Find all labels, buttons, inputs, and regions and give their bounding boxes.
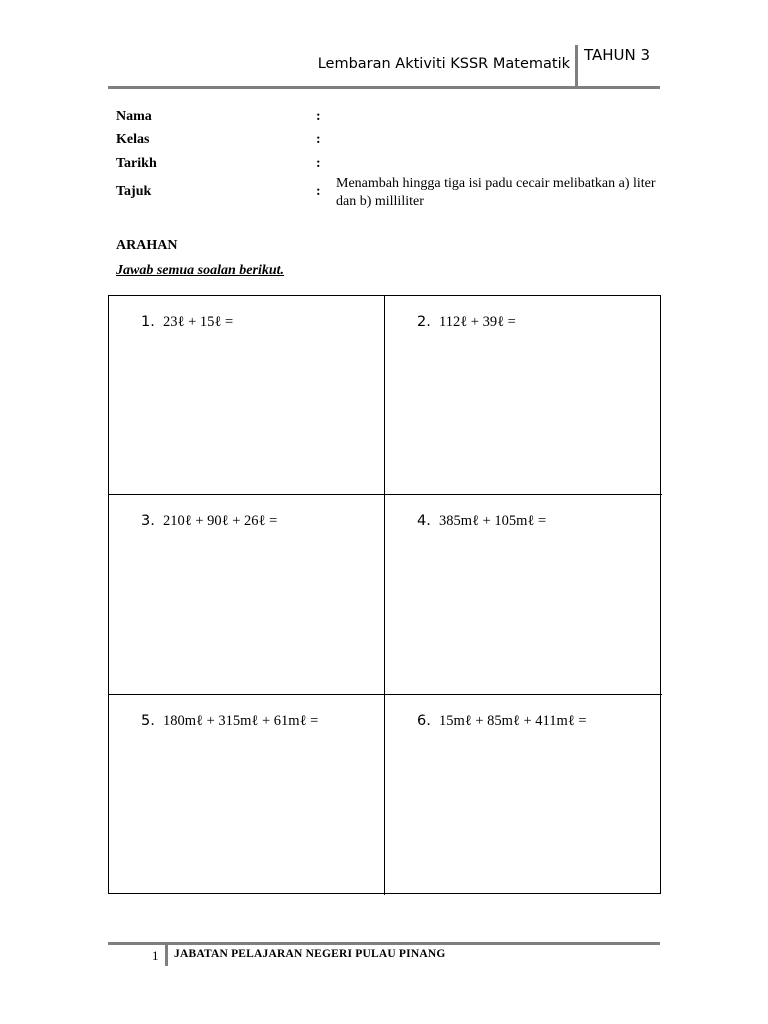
header-rule (108, 86, 660, 89)
question-expression: 15mℓ + 85mℓ + 411mℓ = (439, 713, 587, 729)
topic-colon: : (316, 184, 321, 199)
question-number: 1. (141, 314, 155, 330)
year-label: TAHUN 3 (584, 46, 651, 64)
question-expression: 112ℓ + 39ℓ = (439, 314, 516, 330)
question-grid (108, 295, 661, 894)
question-expression: 385mℓ + 105mℓ = (439, 513, 547, 529)
question-expression: 23ℓ + 15ℓ = (163, 314, 234, 330)
name-colon: : (316, 109, 321, 124)
question-box-4[interactable] (385, 495, 662, 695)
name-label: Nama (116, 109, 152, 124)
question-number: 2. (417, 314, 431, 330)
question-number: 5. (141, 713, 155, 729)
class-colon: : (316, 132, 321, 147)
question-box-6[interactable] (385, 695, 662, 895)
question-number: 3. (141, 513, 155, 529)
question-box-2[interactable] (385, 296, 662, 495)
question-box-1[interactable] (109, 296, 385, 495)
class-label: Kelas (116, 132, 150, 147)
footer-department: JABATAN PELAJARAN NEGERI PULAU PINANG (174, 948, 446, 960)
question-number: 6. (417, 713, 431, 729)
question-number: 4. (417, 513, 431, 529)
question-box-3[interactable] (109, 495, 385, 695)
header-divider (575, 45, 578, 88)
topic-value: Menambah hingga tiga isi padu cecair melibatkan a) liter dan b) milliliter (336, 176, 656, 209)
topic-label: Tajuk (116, 184, 152, 199)
instructions-text: Jawab semua soalan berikut. (116, 263, 285, 278)
question-box-5[interactable] (109, 695, 385, 895)
instructions-title: ARAHAN (116, 238, 178, 253)
worksheet-title: Lembaran Aktiviti KSSR Matematik (317, 56, 570, 72)
footer-rule (108, 942, 660, 945)
question-expression: 210ℓ + 90ℓ + 26ℓ = (163, 513, 278, 529)
page-number: 1 (152, 948, 159, 963)
footer-divider (165, 944, 168, 966)
question-expression: 180mℓ + 315mℓ + 61mℓ = (163, 713, 319, 729)
date-label: Tarikh (116, 156, 157, 171)
date-colon: : (316, 156, 321, 171)
